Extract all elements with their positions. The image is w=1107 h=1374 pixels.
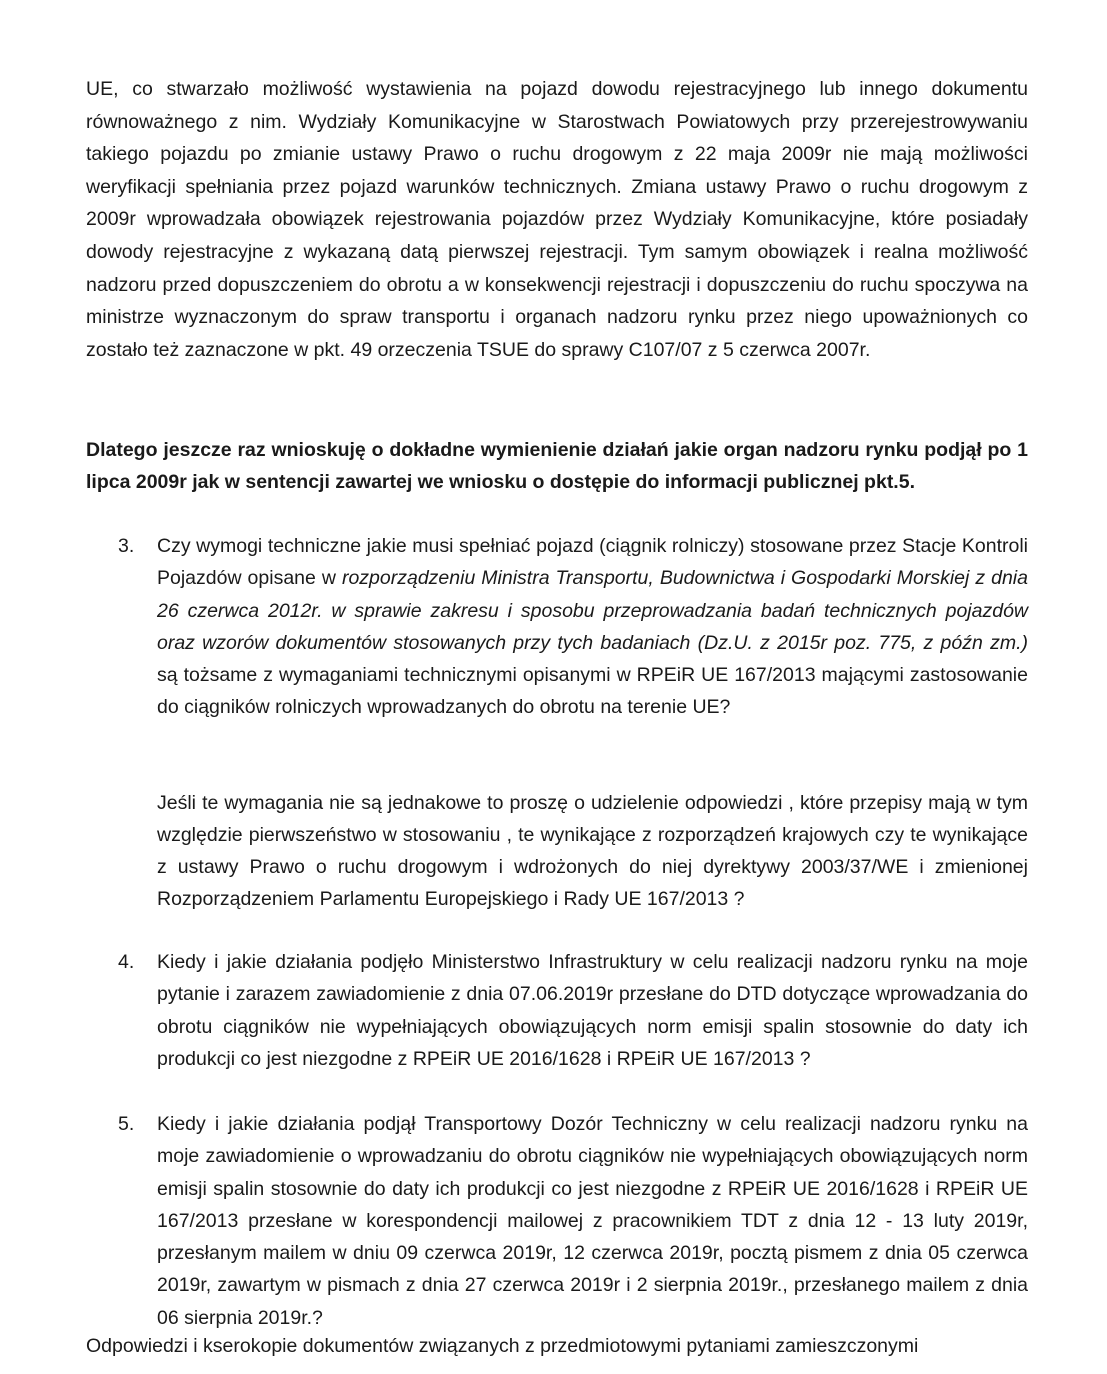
item-number: 4. [118,951,135,973]
regulation-citation: rozporządzeniu Ministra Transportu, Budownictwa i Gospodarki Morskiej z dnia 26 czerwca 2012r. w sprawie zakresu i sposobu przeprowadzania badań technicznych pojazdów oraz wzorów dokumentów stosowanych przy tych badaniach (Dz.U. z 2015r poz. 775, z późn zm.) [157,567,1028,654]
item-text: Czy wymogi techniczne jakie musi spełniać pojazd (ciągnik rolniczy) stosowane przez Stacje Kontroli Pojazdów opisane w rozporządzeniu Ministra Transportu, Budownictwa i Gospodarki Morskiej z dnia 26 czerwca 2012r. w sprawie zakresu i sposobu przeprowadzania badań technicznych pojazdów oraz wzorów dokumentów stosowanych przy tych badaniach (Dz.U. z 2015r poz. 775, z późn zm.) są tożsame z wymaganiami technicznymi opisanymi w RPEiR UE 167/2013 mającymi zastosowanie do ciągników rolniczych wprowadzanych do obrotu na terenie UE? [157,535,1028,719]
request-paragraph: Dlatego jeszcze raz wnioskuję o dokładne wymienienie działań jakie organ nadzoru rynku podjął po 1 lipca 2009r jak w sentencji zawartej we wniosku o dostępie do informacji publicznej pkt.5. [86,439,1028,493]
list-item-4 [118,946,1028,1075]
item-text: Kiedy i jakie działania podjął Transportowy Dozór Techniczny w celu realizacji nadzoru rynku na moje zawiadomienie o wprowadzaniu do obrotu ciągników nie wypełniających obowiązujących norm emisji spalin stosownie do daty ich produkcji co jest niezgodne z RPEiR UE 2016/1628 i RPEiR UE 167/2013 przesłane w korespondencji mailowej z pracownikiem TDT z dnia 12 - 13 luty 2019r, przesłanym mailem w dniu 09 czerwca 2019r, 12 czerwca 2019r, pocztą pismem z dnia 05 czerwca 2019r, zawartym w pismach z dnia 27 czerwca 2019r i 2 sierpnia 2019r., przesłanego mailem z dnia 06 sierpnia 2019r.? [157,1113,1028,1329]
item-number: 3. [118,535,135,557]
paragraph-registration: UE, co stwarzało możliwość wystawienia na pojazd dowodu rejestracyjnego lub innego dokumentu równoważnego z nim. Wydziały Komunikacyjne w Starostwach Powiatowych przy przerejestrowywaniu takiego pojazdu po zmianie ustawy Prawo o ruchu drogowym z 22 maja 2009r nie mają możliwości weryfikacji spełniania przez pojazd warunków technicznych. Zmiana ustawy Prawo o ruchu drogowym z 2009r wprowadzała obowiązek rejestrowania pojazdów przez Wydziały Komunikacyjne, które posiadały dowody rejestracyjne z wykazaną datą pierwszej rejestracji. Tym samym obowiązek i realna możliwość nadzoru przed dopuszczeniem do obrotu a w konsekwencji rejestracji i dopuszczeniu do ruchu spoczywa na ministrze wyznaczonym do spraw transportu i organach nadzoru rynku przez niego upoważnionych co zostało też zaznaczone w pkt. 49 orzeczenia TSUE do sprawy C107/07 z 5 czerwca 2007r. [86,78,1028,361]
list-item-3 [118,530,1028,724]
closing-paragraph: Odpowiedzi i kserokopie dokumentów związanych z przedmiotowymi pytaniami zamieszczonymi [86,1335,919,1357]
item-text: Kiedy i jakie działania podjęło Ministerstwo Infrastruktury w celu realizacji nadzoru rynku na moje pytanie i zarazem zawiadomienie z dnia 07.06.2019r przesłane do DTD dotyczące wprowadzania do obrotu ciągników nie wypełniających obowiązujących norm emisji spalin stosownie do daty ich produkcji co jest niezgodne z RPEiR UE 2016/1628 i RPEiR UE 167/2013 ? [157,951,1028,1070]
item-number: 5. [118,1113,135,1135]
list-item-5 [118,1108,1028,1334]
item-3-followup: Jeśli te wymagania nie są jednakowe to proszę o udzielenie odpowiedzi , które przepisy mają w tym względzie pierwszeństwo w stosowaniu , te wynikające z rozporządzeń krajowych czy te wynikające z ustawy Prawo o ruchu drogowym i wdrożonych do niej dyrektywy 2003/37/WE i zmienionej Rozporządzeniem Parlamentu Europejskiego i Rady UE 167/2013 ? [157,792,1028,910]
